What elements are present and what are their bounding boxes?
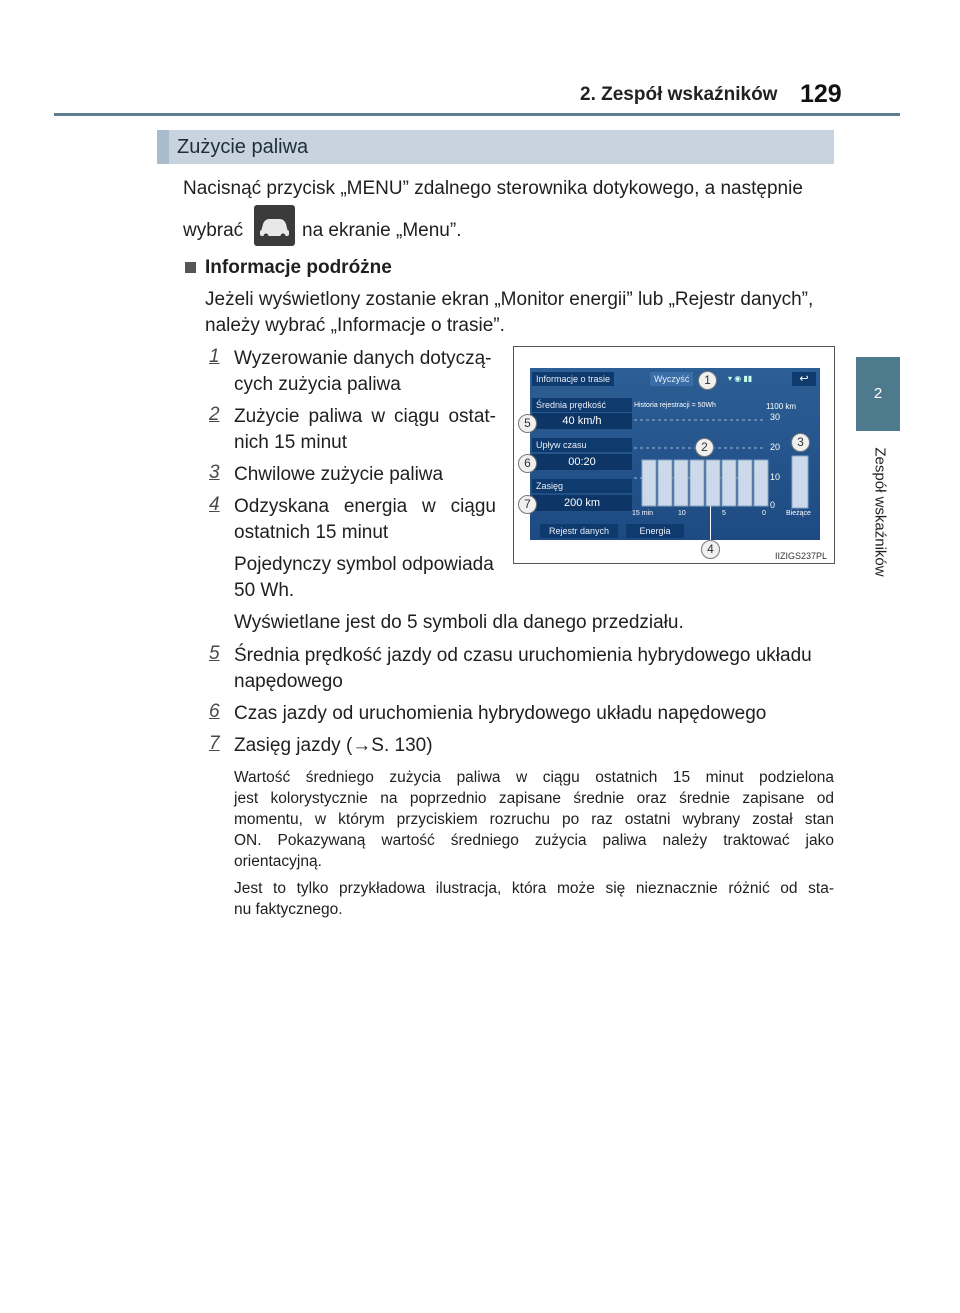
- bar: [674, 460, 688, 506]
- item-text: cych zużycia paliwa: [234, 374, 401, 395]
- bullet-square-icon: [185, 262, 196, 273]
- note-1-line: ON. Pokazywaną wartość średniego zużycia paliwa należy traktować jako: [234, 832, 834, 849]
- y-tick: 0: [770, 500, 776, 510]
- callout-5: 5: [518, 414, 537, 433]
- x-tick: 15 min: [632, 510, 654, 517]
- item-text: Chwilowe zużycie paliwa: [234, 464, 444, 485]
- range-value: 200 km: [532, 495, 632, 511]
- note-1-line: momentu, w którym przyciskiem rozruchu po raz ostatni wybrany został stan: [234, 811, 834, 828]
- status-icons: ▾ ◉ ▮▮: [728, 374, 753, 383]
- item-text: Zużycie paliwa w ciągu ostat-: [234, 406, 496, 427]
- bar: [754, 460, 768, 506]
- figure-code: IIZIGS237PL: [775, 551, 828, 561]
- intro-line-2a: wybrać: [183, 220, 244, 241]
- chapter-tab-number: 2: [873, 385, 883, 402]
- page-number: 129: [800, 80, 842, 108]
- chapter-tab: [856, 357, 900, 431]
- y-tick: 10: [770, 472, 781, 482]
- note-1: [234, 767, 834, 872]
- subheading: Informacje podróżne: [205, 257, 392, 278]
- screen-title: Informacje o trasie: [532, 372, 614, 386]
- bar: [722, 460, 736, 506]
- chapter-tab-label: Zespół wskaźników: [871, 447, 889, 577]
- item-text: nich 15 minut: [234, 432, 348, 453]
- bar: [706, 460, 720, 506]
- bar: [738, 460, 752, 506]
- callout-7: 7: [518, 495, 537, 514]
- y-tick: 30: [770, 412, 781, 422]
- note-2-line: Jest to tylko przykładowa ilustracja, która może się nieznacznie różnić od sta-: [234, 880, 834, 897]
- x-tick: 5: [722, 510, 726, 517]
- intro-line-1: Nacisnąć przycisk „MENU” zdalnego sterownika dotykowego, a następnie: [183, 178, 803, 199]
- x-tick: 10: [678, 510, 686, 517]
- item-number: 6: [209, 701, 220, 722]
- item-extra: Pojedynczy symbol odpowiada: [234, 554, 494, 575]
- bar: [690, 460, 704, 506]
- note-1-line: jest kolorystycznie na poprzednio zapisane średnie oraz średnie zapisane od: [234, 790, 834, 807]
- section-title: Zużycie paliwa: [177, 136, 309, 158]
- item-text: Wyzerowanie danych dotyczą-: [234, 348, 492, 369]
- fuel-chart: [630, 412, 820, 512]
- intro-line-2b: na ekranie „Menu”.: [302, 220, 462, 241]
- item-number: 5: [209, 643, 220, 664]
- elapsed-label: Upływ czasu: [532, 438, 632, 452]
- item-extra: 50 Wh.: [234, 580, 295, 601]
- note-1-line: orientacyjną.: [234, 853, 322, 870]
- item-number: 2: [209, 404, 220, 425]
- current-label: Bieżące: [786, 510, 811, 517]
- note-1-line: Wartość średniego zużycia paliwa w ciągu ostatnich 15 minut podzielona: [234, 769, 834, 786]
- note-2-line: nu faktycznego.: [234, 901, 343, 918]
- trip-info-screen: [530, 368, 820, 540]
- para1-line-2: należy wybrać „Informacje o trasie”.: [205, 315, 505, 336]
- item-number: 7: [209, 733, 220, 754]
- header-rule: [54, 113, 900, 116]
- item-number: 1: [209, 346, 220, 367]
- fuel-bars: [642, 460, 768, 506]
- distance-text: 1100 km: [766, 402, 797, 411]
- note-2: [234, 878, 834, 920]
- para1-line-1: Jeżeli wyświetlony zostanie ekran „Monitor energii” lub „Rejestr danych”,: [205, 289, 814, 310]
- bar: [642, 460, 656, 506]
- range-label: Zasięg: [532, 479, 632, 493]
- item-number: 3: [209, 462, 220, 483]
- regen-text: Historia rejestracji = 50Wh: [634, 402, 716, 409]
- back-icon[interactable]: ↩: [792, 372, 816, 386]
- callout-6: 6: [518, 454, 537, 473]
- item-text: Czas jazdy od uruchomienia hybrydowego układu napędowego: [234, 703, 767, 724]
- item-text: Średnia prędkość jazdy od czasu uruchomienia hybrydowego układu: [234, 645, 812, 666]
- car-icon: [254, 205, 295, 246]
- callout-2: 2: [695, 438, 714, 457]
- elapsed-value: 00:20: [532, 454, 632, 470]
- item-number: 4: [209, 494, 220, 515]
- y-tick: 20: [770, 442, 781, 452]
- current-bar: [792, 456, 808, 508]
- avg-speed-value: 40 km/h: [532, 413, 632, 429]
- callout-4-leader: [710, 506, 711, 540]
- callout-4: 4: [701, 540, 720, 559]
- x-tick: 0: [762, 510, 766, 517]
- section-title-bar: [157, 130, 834, 164]
- item-text: Zasięg jazdy (→S. 130): [234, 735, 433, 756]
- history-button[interactable]: Rejestr danych: [540, 524, 618, 538]
- item-text: ostatnich 15 minut: [234, 522, 389, 543]
- callout-1: 1: [698, 371, 717, 390]
- energy-button[interactable]: Energia: [626, 524, 684, 538]
- callout-3: 3: [791, 433, 810, 452]
- avg-speed-label: Średnia prędkość: [532, 398, 632, 412]
- item-extra: Wyświetlane jest do 5 symboli dla danego przedziału.: [234, 612, 684, 633]
- bar: [658, 460, 672, 506]
- item-text: Odzyskana energia w ciągu: [234, 496, 496, 517]
- running-header-section: 2. Zespół wskaźników: [580, 84, 778, 105]
- clear-button[interactable]: Wyczyść: [650, 372, 693, 386]
- item-text: napędowego: [234, 671, 343, 692]
